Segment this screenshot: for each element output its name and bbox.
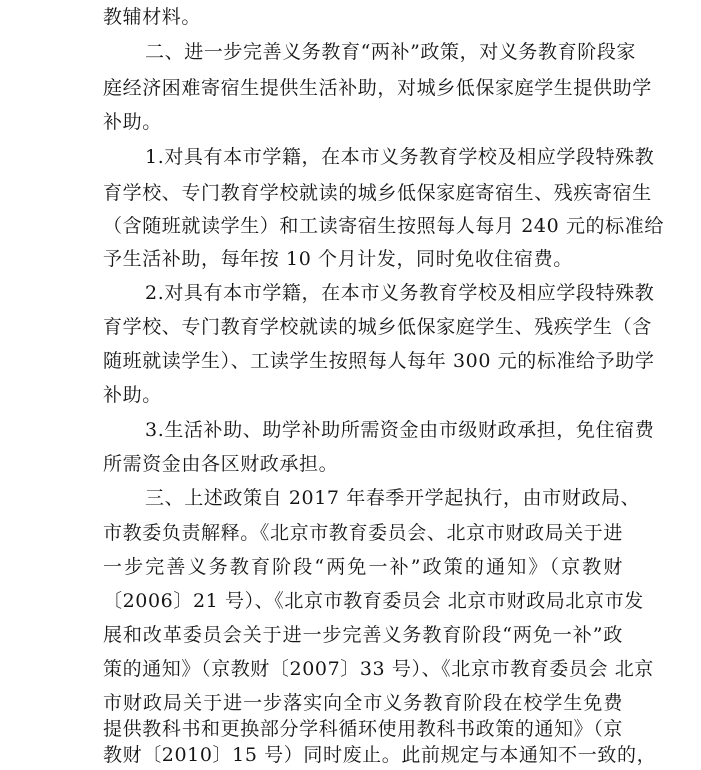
text-line: 市财政局关于进一步落实向全市义务教育阶段在校学生免费 — [103, 692, 623, 714]
text-line: 3.生活补助、助学补助所需资金由市级财政承担，免住宿费 — [145, 419, 655, 441]
text-line: 1.对具有本市学籍，在本市义务教育学校及相应学段特殊教 — [145, 146, 655, 168]
text-line: 补助。 — [103, 384, 162, 406]
text-line: 随班就读学生）、工读学生按照每人每年 300 元的标准给予助学 — [103, 350, 655, 372]
text-line: （含随班就读学生）和工读寄宿生按照每人每月 240 元的标准给 — [103, 215, 664, 237]
text-line: 展和改革委员会关于进一步完善义务教育阶段“两免一补”政 — [103, 624, 623, 646]
text-line: 一步完善义务教育阶段“两免一补”政策的通知》（京教财 — [103, 556, 623, 578]
text-line: 所需资金由各区财政承担。 — [103, 453, 339, 475]
text-line: 予生活补助，每年按 10 个月计发，同时免收住宿费。 — [103, 248, 573, 270]
text-line: 三、上述政策自 2017 年春季开学起执行，由市财政局、 — [145, 487, 641, 509]
text-line: 育学校、专门教育学校就读的城乡低保家庭学生、残疾学生（含 — [103, 316, 652, 338]
text-line: 补助。 — [103, 111, 162, 133]
text-line: 育学校、专门教育学校就读的城乡低保家庭寄宿生、残疾寄宿生 — [103, 182, 652, 204]
text-line: 市教委负责解释。《北京市教育委员会、北京市财政局关于进 — [103, 522, 623, 544]
text-line: 2.对具有本市学籍，在本市义务教育学校及相应学段特殊教 — [145, 282, 655, 304]
text-line: 教辅材料。 — [103, 6, 202, 28]
text-line: 〔2006〕21 号）、《北京市教育委员会 北京市财政局北京市发 — [103, 590, 644, 612]
text-line: 庭经济困难寄宿生提供生活补助，对城乡低保家庭学生提供助学 — [103, 77, 652, 99]
text-line: 二、进一步完善义务教育“两补”政策，对义务教育阶段家 — [145, 41, 637, 63]
text-line: 提供教科书和更换部分学科循环使用教科书政策的通知》（京 — [103, 718, 623, 740]
text-line: 策的通知》（京教财〔2007〕33 号）、《北京市教育委员会 北京 — [103, 658, 654, 680]
text-line: 教财〔2010〕15 号）同时废止。此前规定与本通知不一致的， — [103, 744, 657, 766]
